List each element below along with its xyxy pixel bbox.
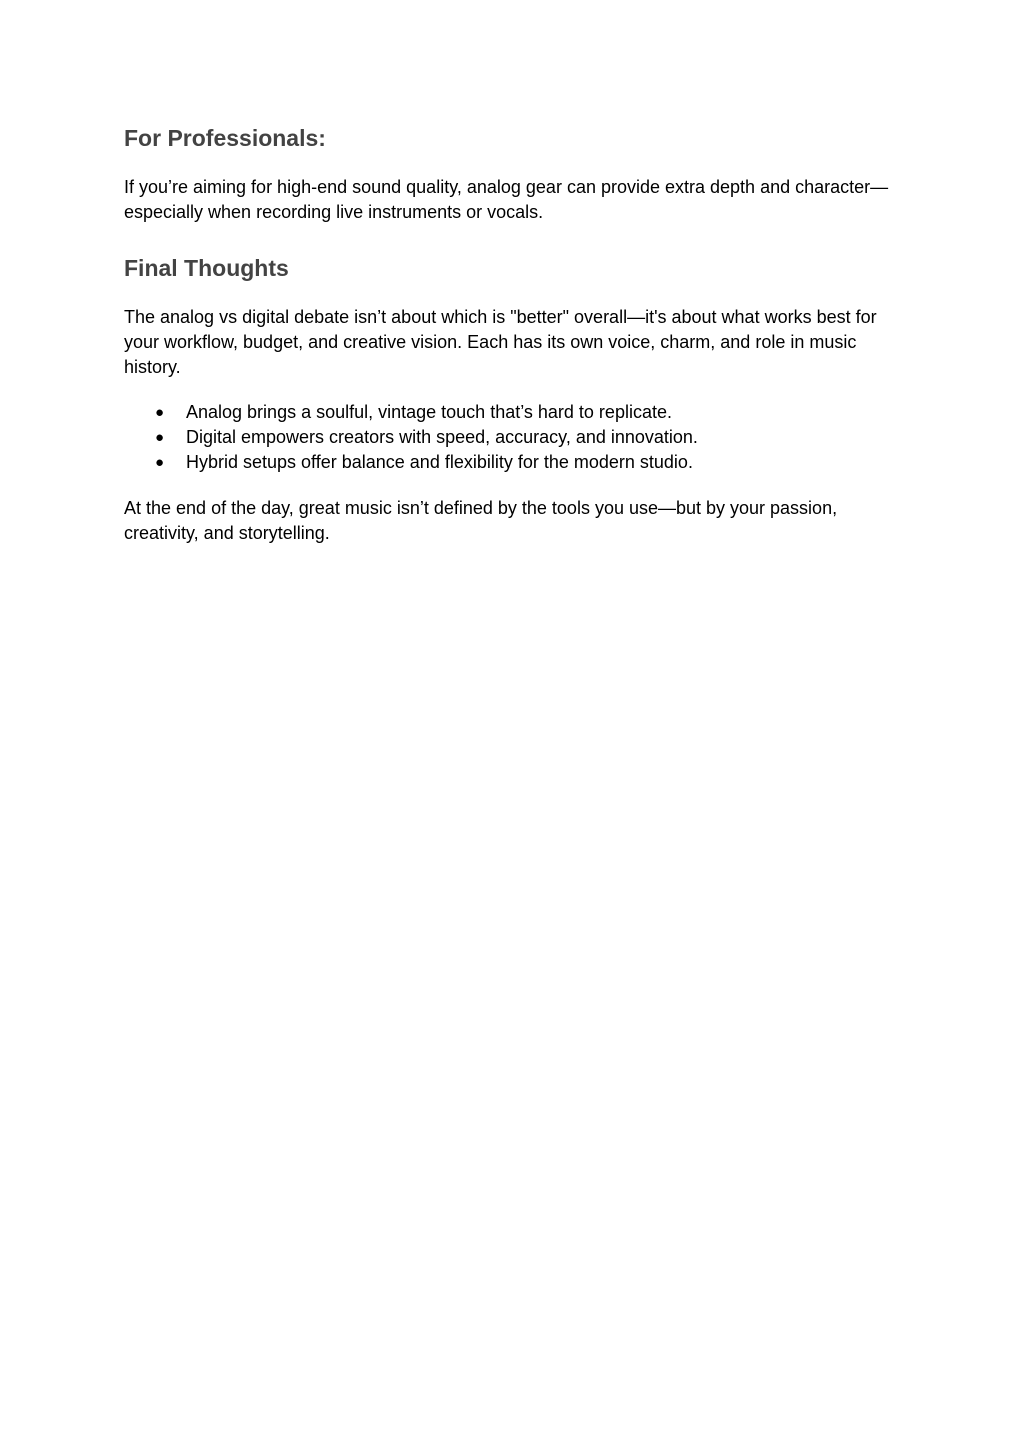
list-item (124, 400, 904, 425)
list-item-text: Hybrid setups offer balance and flexibility for the modern studio. (186, 452, 693, 472)
list-item-text: Digital empowers creators with speed, accuracy, and innovation. (186, 427, 698, 447)
section-heading-professionals: For Professionals: (124, 125, 326, 151)
bullet-icon: ● (155, 404, 165, 421)
bullet-list (124, 400, 904, 475)
section-paragraph-professionals: If you’re aiming for high-end sound quality, analog gear can provide extra depth and character—especially when recording live instruments or vocals. (124, 177, 889, 222)
list-item-text: Analog brings a soulful, vintage touch that’s hard to replicate. (186, 402, 672, 422)
bullet-icon: ● (155, 454, 165, 471)
list-item (124, 450, 904, 475)
section-heading-final-thoughts: Final Thoughts (124, 255, 289, 281)
section-paragraph-final-thoughts: The analog vs digital debate isn’t about which is "better" overall—it's about what works best for your workflow, budget, and creative vision. Each has its own voice, charm, and role in music history. (124, 307, 877, 377)
bullet-icon: ● (155, 429, 165, 446)
list-item (124, 425, 904, 450)
closing-paragraph: At the end of the day, great music isn’t defined by the tools you use—but by your passion, creativity, and storytelling. (124, 498, 838, 543)
